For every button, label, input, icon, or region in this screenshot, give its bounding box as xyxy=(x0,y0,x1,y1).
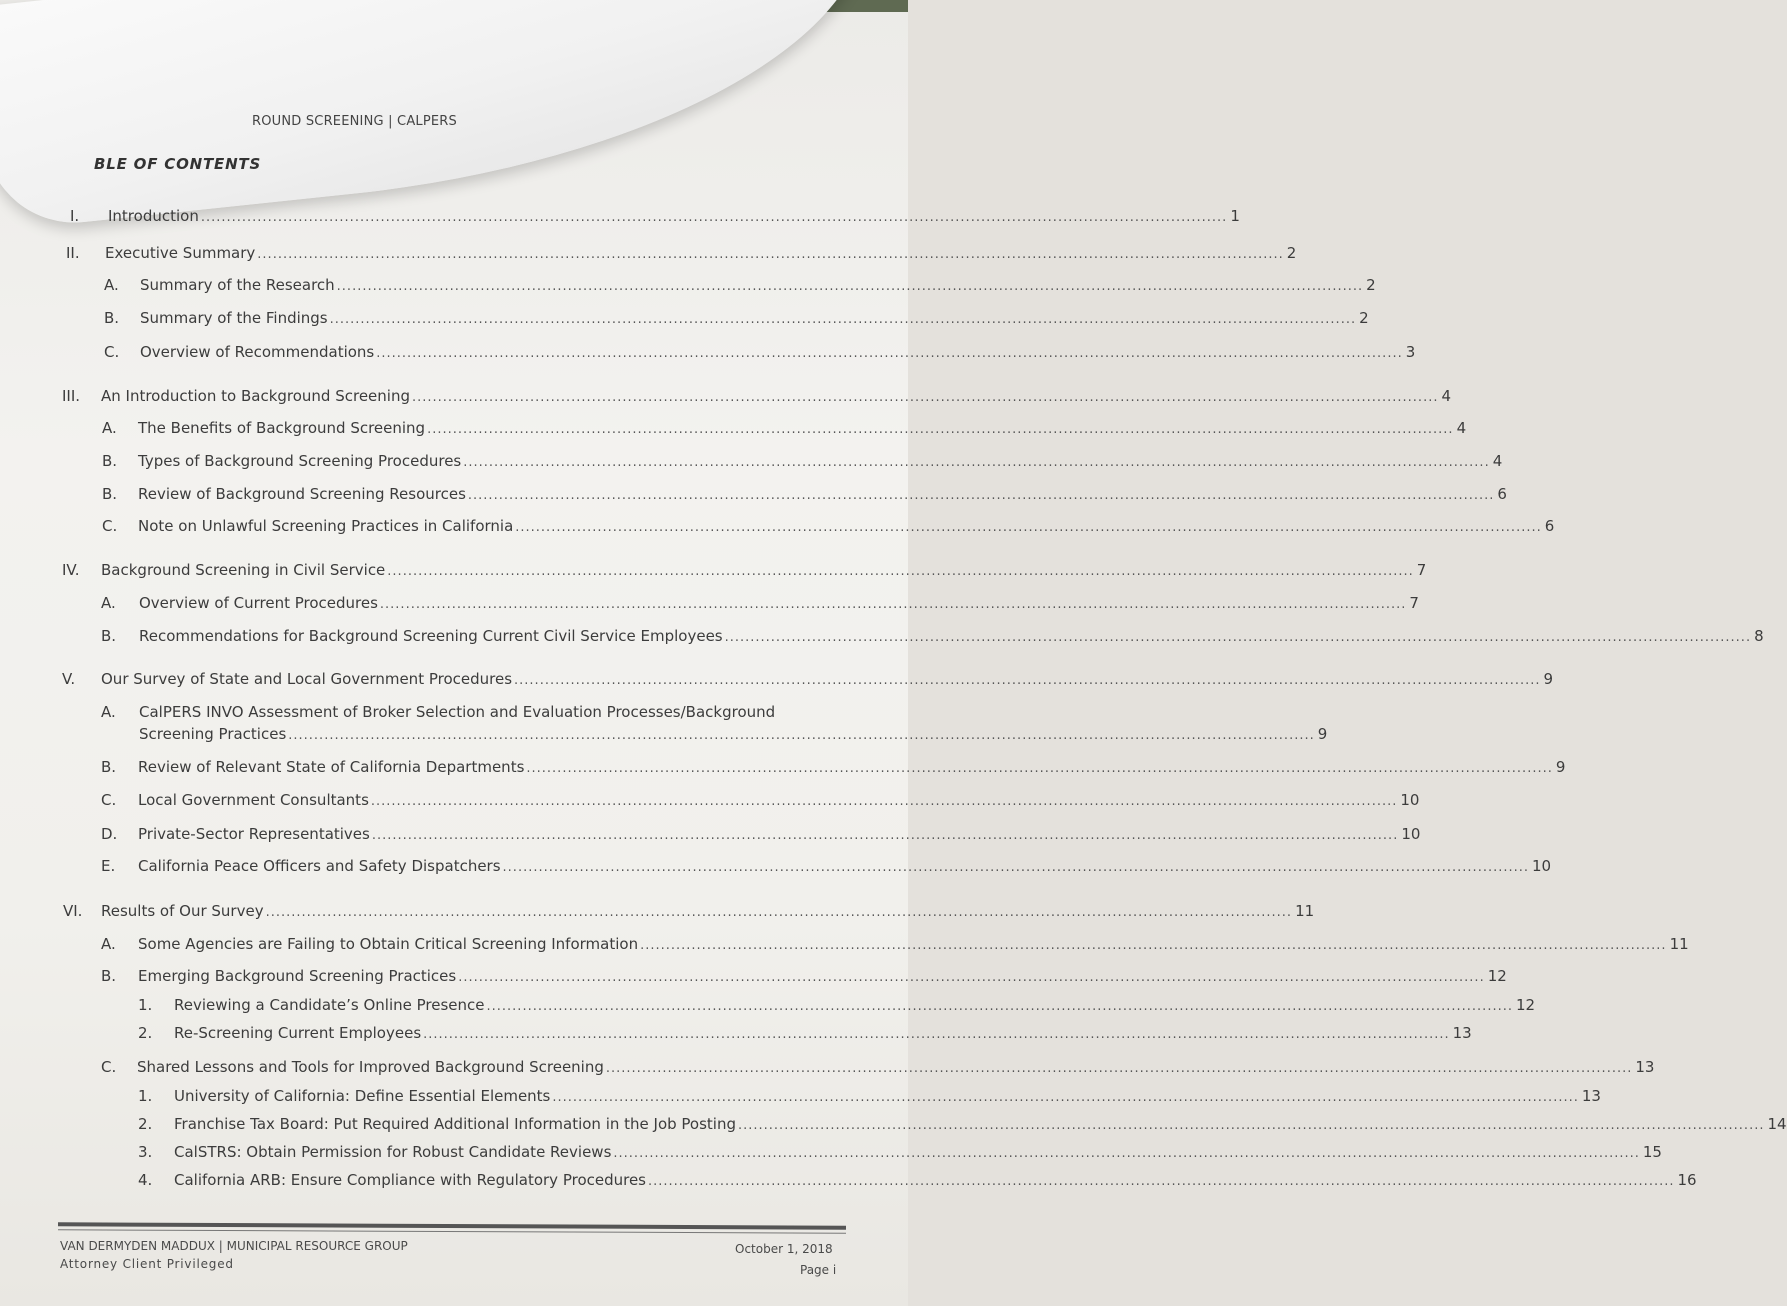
toc-leader-dots: ........................................................................................................................................................................................................ xyxy=(387,564,1414,579)
footer-date: October 1, 2018 xyxy=(735,1242,833,1256)
toc-entry[interactable] xyxy=(0,452,1503,476)
toc-entry-title: Franchise Tax Board: Put Required Additional Information in the Job Posting xyxy=(174,1115,736,1133)
toc-entry-wrap xyxy=(0,725,1328,749)
toc-entry-number: VI. xyxy=(63,902,83,920)
footer-page-number: Page i xyxy=(800,1263,837,1277)
toc-leader-dots: ........................................................................................................................................................................................................ xyxy=(605,1061,1633,1076)
toc-entry-number: III. xyxy=(62,387,81,405)
toc-entry[interactable] xyxy=(0,517,1555,541)
toc-entry-page: 10 xyxy=(1532,857,1552,875)
toc-title: BLE OF CONTENTS xyxy=(94,155,262,173)
toc-entry-number: A. xyxy=(102,419,117,437)
toc-entry-page: 11 xyxy=(1669,935,1689,953)
toc-entry-number: E. xyxy=(101,857,116,875)
toc-entry-page: 16 xyxy=(1677,1171,1697,1189)
toc-entry-title: Re-Screening Current Employees xyxy=(174,1024,422,1042)
toc-entry[interactable] xyxy=(0,419,1467,443)
toc-entry-number: 1. xyxy=(138,996,153,1014)
toc-entry-title: Emerging Background Screening Practices xyxy=(138,967,457,985)
toc-entry-page: 7 xyxy=(1416,561,1427,579)
toc-entry-number: 1. xyxy=(138,1087,153,1105)
toc-leader-dots: ........................................................................................................................................................................................................ xyxy=(371,828,1399,843)
toc-entry[interactable] xyxy=(0,1143,1662,1167)
toc-leader-dots: ........................................................................................................................................................................................................ xyxy=(423,1027,1450,1042)
toc-entry-number: B. xyxy=(101,627,117,645)
toc-entry-number: C. xyxy=(104,343,120,361)
toc-entry-page: 13 xyxy=(1581,1087,1601,1105)
toc-entry[interactable] xyxy=(0,703,908,727)
toc-entry-title: Some Agencies are Failing to Obtain Critical Screening Information xyxy=(138,935,639,953)
toc-entry-number: 4. xyxy=(138,1171,153,1189)
toc-leader-dots: ........................................................................................................................................................................................................ xyxy=(376,346,1403,361)
toc-entry-page: 6 xyxy=(1497,485,1507,503)
toc-leader-dots: ........................................................................................................................................................................................................ xyxy=(412,390,1439,405)
toc-entry-page: 9 xyxy=(1317,725,1328,743)
toc-entry-title: Executive Summary xyxy=(105,244,256,262)
toc-entry-page: 1 xyxy=(1230,207,1240,225)
toc-leader-dots: ........................................................................................................................................................................................................ xyxy=(738,1118,1765,1133)
toc-entry-page: 13 xyxy=(1635,1058,1655,1076)
toc-leader-dots: ........................................................................................................................................................................................................ xyxy=(427,422,1454,437)
toc-entry[interactable] xyxy=(0,244,1297,268)
toc-entry-title: CalPERS INVO Assessment of Broker Selection and Evaluation Processes/Background xyxy=(139,703,776,721)
toc-entry-number: A. xyxy=(101,935,116,953)
footer-rule-thin xyxy=(58,1229,846,1233)
toc-entry-page: 7 xyxy=(1409,594,1419,612)
toc-entry-number: B. xyxy=(101,967,117,985)
toc-entry-page: 12 xyxy=(1487,967,1507,985)
toc-entry[interactable] xyxy=(0,485,1507,509)
toc-leader-dots: ........................................................................................................................................................................................................ xyxy=(648,1174,1675,1189)
toc-entry-page: 2 xyxy=(1359,309,1369,327)
toc-entry[interactable] xyxy=(0,1087,1601,1111)
toc-entry-title: The Benefits of Background Screening xyxy=(138,419,426,437)
toc-entry[interactable] xyxy=(0,561,1427,585)
toc-entry-continuation: Screening Practices xyxy=(139,725,287,743)
toc-entry-title: California Peace Officers and Safety Dispatchers xyxy=(138,857,501,875)
toc-entry-title: Recommendations for Background Screening Current Civil Service Employees xyxy=(139,627,723,645)
toc-entry-page: 11 xyxy=(1295,902,1315,920)
toc-entry-title: Results of Our Survey xyxy=(101,902,264,920)
toc-leader-dots: ........................................................................................................................................................................................................ xyxy=(458,970,1485,985)
toc-entry-page: 4 xyxy=(1456,419,1467,437)
toc-entry[interactable] xyxy=(0,207,1240,231)
toc-leader-dots: ........................................................................................................................................................................................................ xyxy=(552,1090,1579,1105)
toc-leader-dots: ........................................................................................................................................................................................................ xyxy=(265,905,1293,920)
toc-leader-dots: ........................................................................................................................................................................................................ xyxy=(467,488,1495,503)
toc-leader-dots: ........................................................................................................................................................................................................ xyxy=(200,210,1228,225)
toc-entry[interactable] xyxy=(0,1024,1472,1048)
toc-leader-dots: ........................................................................................................................................................................................................ xyxy=(526,761,1553,776)
toc-entry[interactable] xyxy=(0,967,1507,991)
toc-entry-title: Overview of Recommendations xyxy=(140,343,375,361)
toc-entry[interactable] xyxy=(0,857,1552,881)
toc-leader-dots: ........................................................................................................................................................................................................ xyxy=(502,860,1530,875)
toc-leader-dots: ........................................................................................................................................................................................................ xyxy=(514,673,1541,688)
toc-entry-title: Private-Sector Representatives xyxy=(138,825,370,843)
toc-entry-page: 10 xyxy=(1400,791,1420,809)
toc-entry-number: A. xyxy=(104,276,119,294)
toc-entry-page: 9 xyxy=(1555,758,1566,776)
toc-entry-title: Summary of the Findings xyxy=(140,309,328,327)
toc-entry-title: University of California: Define Essential Elements xyxy=(174,1087,551,1105)
toc-entry-page: 6 xyxy=(1544,517,1555,535)
toc-entry-title: Types of Background Screening Procedures xyxy=(138,452,462,470)
toc-entry[interactable] xyxy=(0,309,1369,333)
toc-entry-number: B. xyxy=(101,758,117,776)
toc-leader-dots: ........................................................................................................................................................................................................ xyxy=(486,999,1513,1014)
toc-entry[interactable] xyxy=(0,791,1420,815)
toc-entry-title: Shared Lessons and Tools for Improved Background Screening xyxy=(137,1058,604,1076)
toc-entry-number: C. xyxy=(101,791,117,809)
footer-privileged: Attorney Client Privileged xyxy=(60,1257,234,1271)
toc-leader-dots: ........................................................................................................................................................................................................ xyxy=(515,520,1542,535)
toc-entry-title: Our Survey of State and Local Government Procedures xyxy=(101,670,513,688)
footer-org: VAN DERMYDEN MADDUX | MUNICIPAL RESOURCE GROUP xyxy=(60,1239,408,1253)
toc-leader-dots: ........................................................................................................................................................................................................ xyxy=(257,247,1284,262)
toc-leader-dots: ........................................................................................................................................................................................................ xyxy=(463,455,1490,470)
toc-leader-dots: ........................................................................................................................................................................................................ xyxy=(370,794,1398,809)
footer-rule xyxy=(58,1222,846,1229)
toc-entry-page: 9 xyxy=(1543,670,1554,688)
toc-entry-number: IV. xyxy=(62,561,80,579)
toc-entry-page: 2 xyxy=(1286,244,1297,262)
toc-entry-title: Local Government Consultants xyxy=(138,791,369,809)
toc-entry[interactable] xyxy=(0,1171,1697,1195)
toc-entry-number: D. xyxy=(101,825,118,843)
toc-entry[interactable] xyxy=(0,1058,1655,1082)
toc-entry[interactable] xyxy=(0,996,1536,1020)
toc-entry-title: Review of Relevant State of California Departments xyxy=(138,758,525,776)
toc-leader-dots: ........................................................................................................................................................................................................ xyxy=(379,597,1407,612)
toc-entry-title: CalSTRS: Obtain Permission for Robust Candidate Reviews xyxy=(174,1143,612,1161)
toc-entry-number: V. xyxy=(62,670,76,688)
toc-entry-title: An Introduction to Background Screening xyxy=(101,387,410,405)
toc-entry[interactable] xyxy=(0,670,1554,694)
toc-entry-number: B. xyxy=(102,452,118,470)
toc-entry-page: 13 xyxy=(1452,1024,1472,1042)
toc-entry[interactable] xyxy=(0,594,1419,618)
toc-entry[interactable] xyxy=(0,758,1566,782)
toc-entry-title: Reviewing a Candidate’s Online Presence xyxy=(174,996,485,1014)
toc-entry-number: B. xyxy=(104,309,120,327)
toc-entry-number: A. xyxy=(101,703,116,721)
toc-entry-page: 2 xyxy=(1366,276,1376,294)
toc-entry-title: Introduction xyxy=(108,207,199,225)
toc-entry[interactable] xyxy=(0,343,1416,367)
toc-entry-title: Note on Unlawful Screening Practices in California xyxy=(138,517,514,535)
toc-entry-page: 4 xyxy=(1492,452,1503,470)
toc-entry[interactable] xyxy=(0,902,1315,926)
toc-entry[interactable] xyxy=(0,825,1421,849)
toc-entry-title: Background Screening in Civil Service xyxy=(101,561,386,579)
toc-entry-number: B. xyxy=(102,485,118,503)
toc-entry-title: Review of Background Screening Resources xyxy=(138,485,466,503)
toc-entry-title: California ARB: Ensure Compliance with Regulatory Procedures xyxy=(174,1171,647,1189)
toc-entry-page: 10 xyxy=(1401,825,1421,843)
toc-entry[interactable] xyxy=(0,627,1764,651)
toc-leader-dots: ........................................................................................................................................................................................................ xyxy=(613,1146,1640,1161)
toc-entry[interactable] xyxy=(0,387,1452,411)
toc-entry-page: 15 xyxy=(1642,1143,1662,1161)
toc-entry-page: 12 xyxy=(1515,996,1536,1014)
toc-entry-number: C. xyxy=(101,1058,117,1076)
toc-leader-dots: ........................................................................................................................................................................................................ xyxy=(724,630,1752,645)
toc-entry[interactable] xyxy=(0,935,1689,959)
toc-leader-dots: ........................................................................................................................................................................................................ xyxy=(640,938,1667,953)
toc-entry[interactable] xyxy=(0,1115,1787,1139)
toc-entry-title: Overview of Current Procedures xyxy=(139,594,378,612)
toc-leader-dots: ........................................................................................................................................................................................................ xyxy=(288,728,1315,743)
toc-entry-number: I. xyxy=(70,207,80,225)
toc-entry-page: 14 xyxy=(1767,1115,1787,1133)
toc-entry-number: 2. xyxy=(138,1024,153,1042)
toc-entry-number: C. xyxy=(102,517,118,535)
toc-leader-dots: ........................................................................................................................................................................................................ xyxy=(336,279,1364,294)
toc-entry-page: 8 xyxy=(1754,627,1764,645)
toc-leader-dots: ........................................................................................................................................................................................................ xyxy=(329,312,1357,327)
toc-entry-page: 3 xyxy=(1405,343,1416,361)
toc-entry-page: 4 xyxy=(1441,387,1452,405)
toc-entry-number: 3. xyxy=(138,1143,153,1161)
toc-entry-number: 2. xyxy=(138,1115,153,1133)
toc-entry-number: A. xyxy=(101,594,116,612)
running-header: ROUND SCREENING | CALPERS xyxy=(252,114,457,129)
toc-entry-title: Summary of the Research xyxy=(140,276,335,294)
toc-entry[interactable] xyxy=(0,276,1376,300)
toc-entry-number: II. xyxy=(66,244,80,262)
